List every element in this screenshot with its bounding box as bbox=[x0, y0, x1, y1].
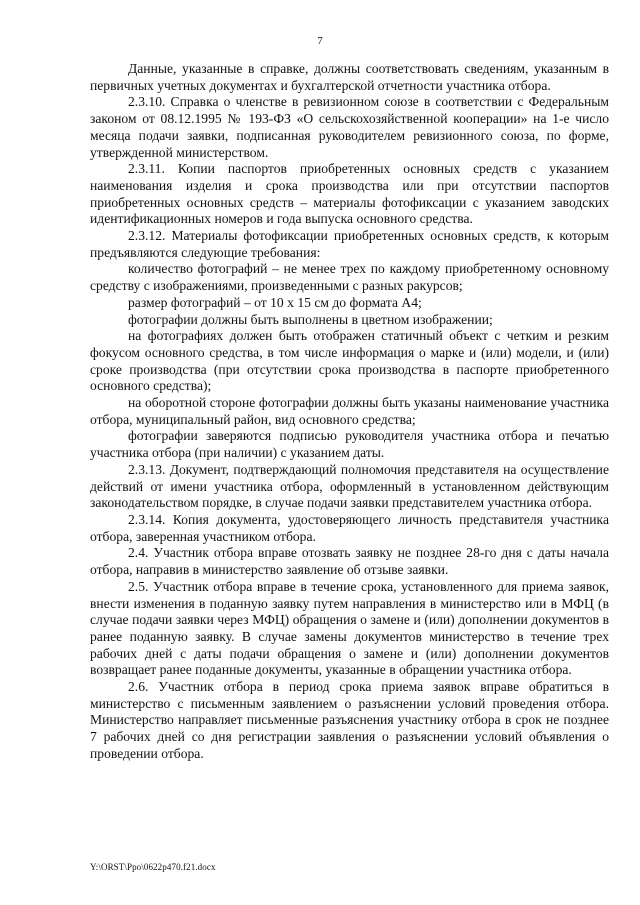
paragraph-2-3-11: 2.3.11. Копии паспортов приобретенных основных средств с указанием наименования изделия и срока производства или при отсутствии паспортов приобретенных основных средств – материалы фотофиксации с указанием заводских идентификационных номеров и года выпуска основного средства. bbox=[90, 161, 609, 227]
paragraph-2-3-10: 2.3.10. Справка о членстве в ревизионном союзе в соответствии с Федеральным законом от 08.12.1995 № 193-ФЗ «О сельскохозяйственной кооперации» на 1-е число месяца подачи заявки, подписанная руководителем ревизионного союза, по форме, утвержденной министерством. bbox=[90, 94, 609, 160]
paragraph-2-5: 2.5. Участник отбора вправе в течение срока, установленного для приема заявок, внести изменения в поданную заявку путем направления в министерство или в МФЦ (в случае подачи заявки через МФЦ) обращения о замене и (или) дополнении документов в ранее поданную заявку. В случае замены документов министерство в течение трех рабочих дней с даты подачи обращения о замене и (или) дополнении документов возвращает ранее поданные документы, указанные в обращении участника отбора. bbox=[90, 578, 609, 678]
page-number: 7 bbox=[317, 35, 323, 47]
footer-file-path: Y:\ORST\Ppo\0622p470.f21.docx bbox=[90, 862, 216, 872]
paragraph-2-3-13: 2.3.13. Документ, подтверждающий полномочия представителя на осуществление действий от имени участника отбора, оформленный в установленном действующим законодательством порядке, в случае подачи заявки представителем участника отбора. bbox=[90, 461, 609, 511]
photo-requirement-object: на фотографиях должен быть отображен статичный объект с четким и резким фокусом основного средства, в том числе информация о марке и (или) модели, и (или) сроке производства (при отсутствии срока производства в паспорте приобретенного основного средства); bbox=[90, 328, 609, 394]
paragraph-data-requirements: Данные, указанные в справке, должны соответствовать сведениям, указанным в первичных учетных документах и бухгалтерской отчетности участника отбора. bbox=[90, 61, 609, 93]
paragraph-2-4: 2.4. Участник отбора вправе отозвать заявку не позднее 28-го дня с даты начала отбора, направив в министерство заявление об отзыве заявки. bbox=[90, 545, 609, 578]
paragraph-2-6: 2.6. Участник отбора в период срока приема заявок вправе обратиться в министерство с письменным заявлением о разъяснении условий проведения отбора. Министерство направляет письменные разъяснения участнику отбора в срок не позднее 7 рабочих дней со дня регистрации заявления о разъяснении условий объявления о проведении отбора. bbox=[90, 679, 609, 761]
photo-requirement-size: размер фотографий – от 10 х 15 см до формата А4; bbox=[128, 294, 422, 310]
photo-requirement-certification: фотографии заверяются подписью руководителя участника отбора и печатью участника отбора (при наличии) с указанием даты. bbox=[90, 428, 609, 461]
document-body bbox=[90, 61, 609, 763]
paragraph-2-3-12: 2.3.12. Материалы фотофиксации приобретенных основных средств, к которым предъявляются следующие требования: bbox=[90, 228, 609, 260]
photo-requirement-color: фотографии должны быть выполнены в цветном изображении; bbox=[128, 311, 493, 327]
paragraph-2-3-14: 2.3.14. Копия документа, удостоверяющего личность представителя участника отбора, заверенная участником отбора. bbox=[90, 511, 609, 544]
photo-requirement-count: количество фотографий – не менее трех по каждому приобретенному основному средству с изображениями, произведенными с разных ракурсов; bbox=[90, 261, 609, 294]
photo-requirement-backside: на оборотной стороне фотографии должны быть указаны наименование участника отбора, муниципальный район, вид основного средства; bbox=[90, 395, 609, 427]
